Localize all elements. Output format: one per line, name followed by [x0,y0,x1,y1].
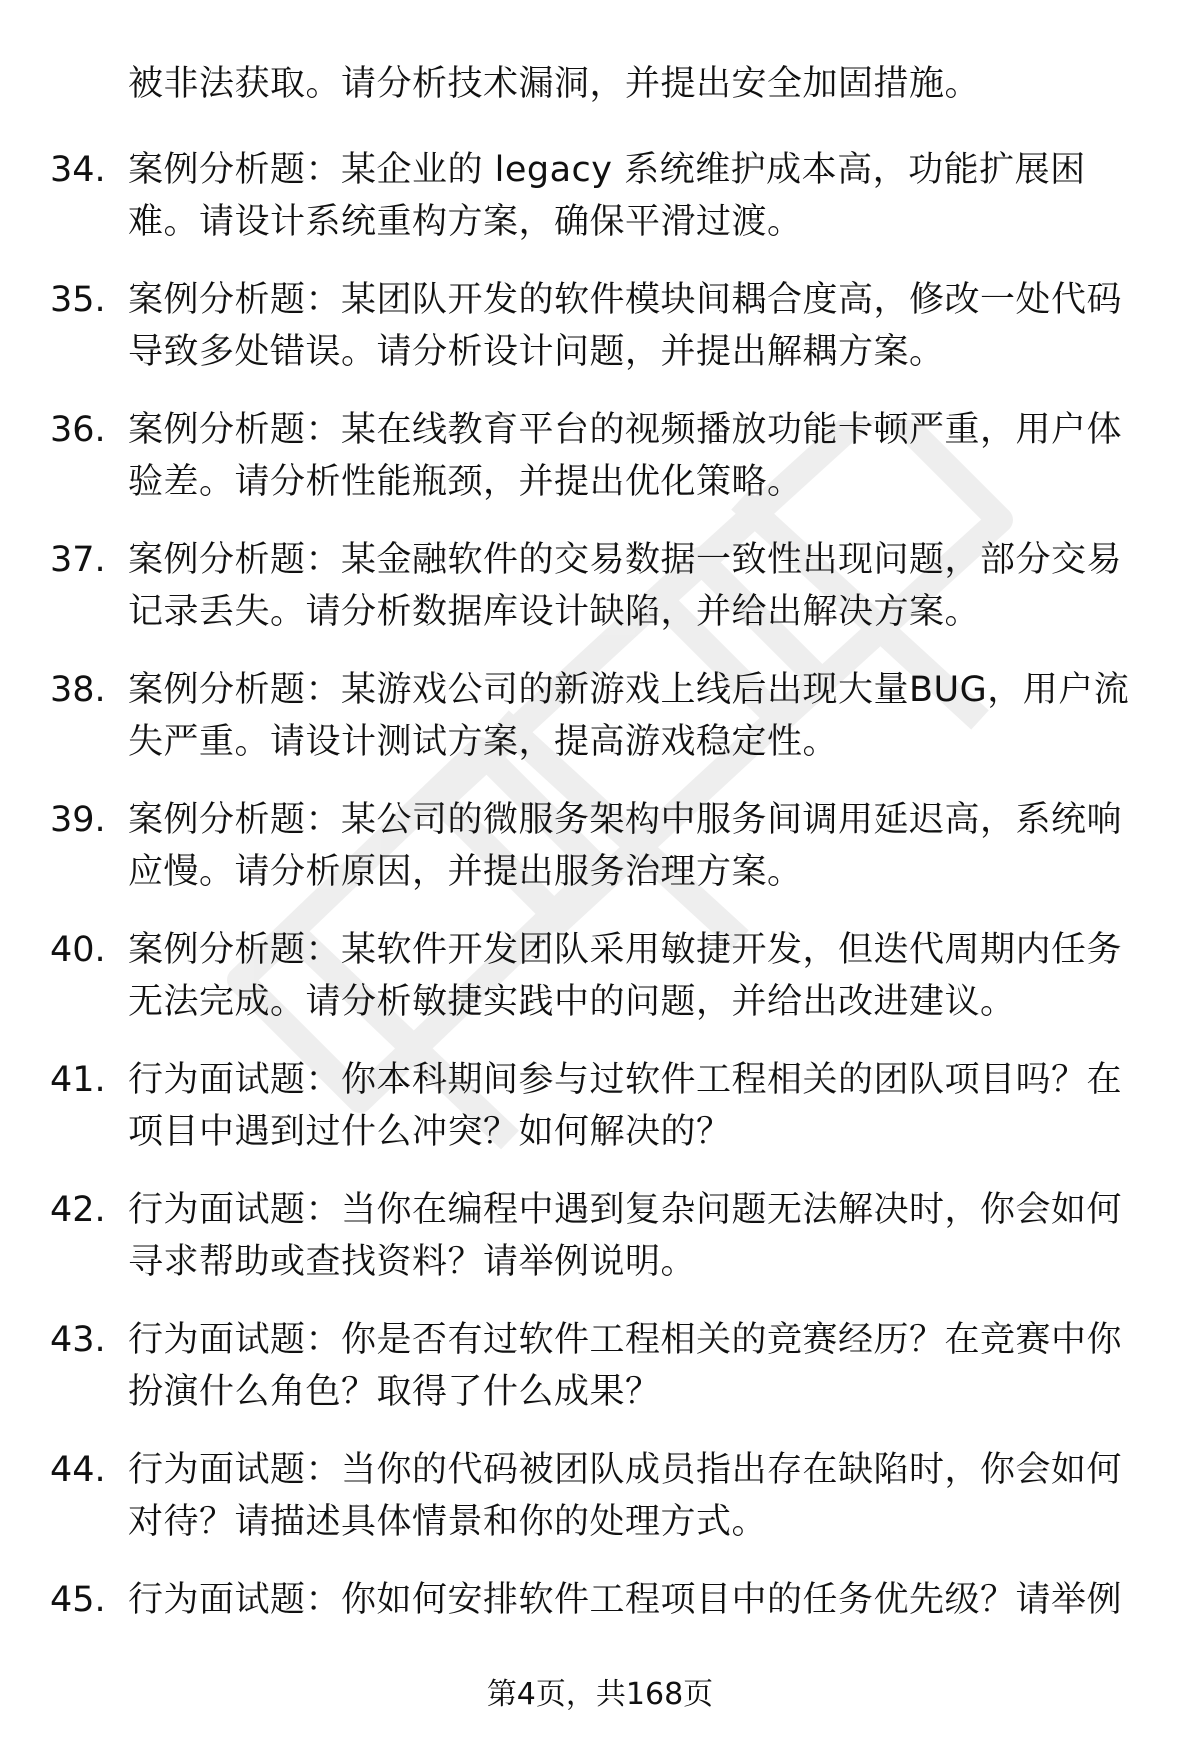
list-item [0,652,1200,782]
item-text: 案例分析题：某企业的 legacy 系统维护成本高，功能扩展困难。请设计系统重构方案，确保平滑过渡。 [128,150,1086,242]
item-number: 35. [50,280,106,320]
item-text: 行为面试题：当你在编程中遇到复杂问题无法解决时，你会如何寻求帮助或查找资料？请举例说明。 [128,1190,1123,1282]
item-text: 案例分析题：某团队开发的软件模块间耦合度高，修改一处代码导致多处错误。请分析设计问题，并提出解耦方案。 [128,280,1123,372]
item-text: 行为面试题：当你的代码被团队成员指出存在缺陷时，你会如何对待？请描述具体情景和你的处理方式。 [128,1450,1123,1542]
item-number: 39. [50,800,106,840]
item-text: 案例分析题：某金融软件的交易数据一致性出现问题，部分交易记录丢失。请分析数据库设计缺陷，并给出解决方案。 [128,540,1123,632]
item-text: 行为面试题：你是否有过软件工程相关的竞赛经历？在竞赛中你扮演什么角色？取得了什么成果？ [128,1320,1123,1412]
item-number: 45. [50,1580,106,1620]
item-text: 案例分析题：某公司的微服务架构中服务间调用延迟高，系统响应慢。请分析原因，并提出服务治理方案。 [128,800,1123,892]
item-number: 40. [50,930,106,970]
list-item [0,132,1200,262]
list-item [0,1172,1200,1302]
item-text: 案例分析题：某游戏公司的新游戏上线后出现大量BUG，用户流失严重。请设计测试方案，提高游戏稳定性。 [128,670,1130,762]
item-text: 行为面试题：你本科期间参与过软件工程相关的团队项目吗？在项目中遇到过什么冲突？如何解决的？ [128,1060,1123,1152]
list-item [0,392,1200,522]
page-footer: 第4页，共168页 [486,1677,714,1712]
list-item [0,522,1200,652]
list-item [0,1302,1200,1432]
item-number: 36. [50,410,106,450]
item-number: 41. [50,1060,106,1100]
item-number: 34. [50,150,106,190]
list-item [0,912,1200,1042]
item-number: 43. [50,1320,106,1360]
list-item [0,1432,1200,1562]
item-text: 案例分析题：某在线教育平台的视频播放功能卡顿严重，用户体验差。请分析性能瓶颈，并提出优化策略。 [128,410,1123,502]
item-text: 行为面试题：你如何安排软件工程项目中的任务优先级？请举例 [128,1580,1123,1620]
item-number: 37. [50,540,106,580]
item-number: 44. [50,1450,106,1490]
list-item [0,262,1200,392]
list-item [0,782,1200,912]
list-item [0,1042,1200,1172]
item-number: 42. [50,1190,106,1230]
question-list [0,132,1200,1692]
list-item [0,1562,1200,1692]
item-number: 38. [50,670,106,710]
item-text: 案例分析题：某软件开发团队采用敏捷开发，但迭代周期内任务无法完成。请分析敏捷实践中的问题，并给出改进建议。 [128,930,1123,1022]
continuation-text: 被非法获取。请分析技术漏洞，并提出安全加固措施。 [128,64,981,104]
